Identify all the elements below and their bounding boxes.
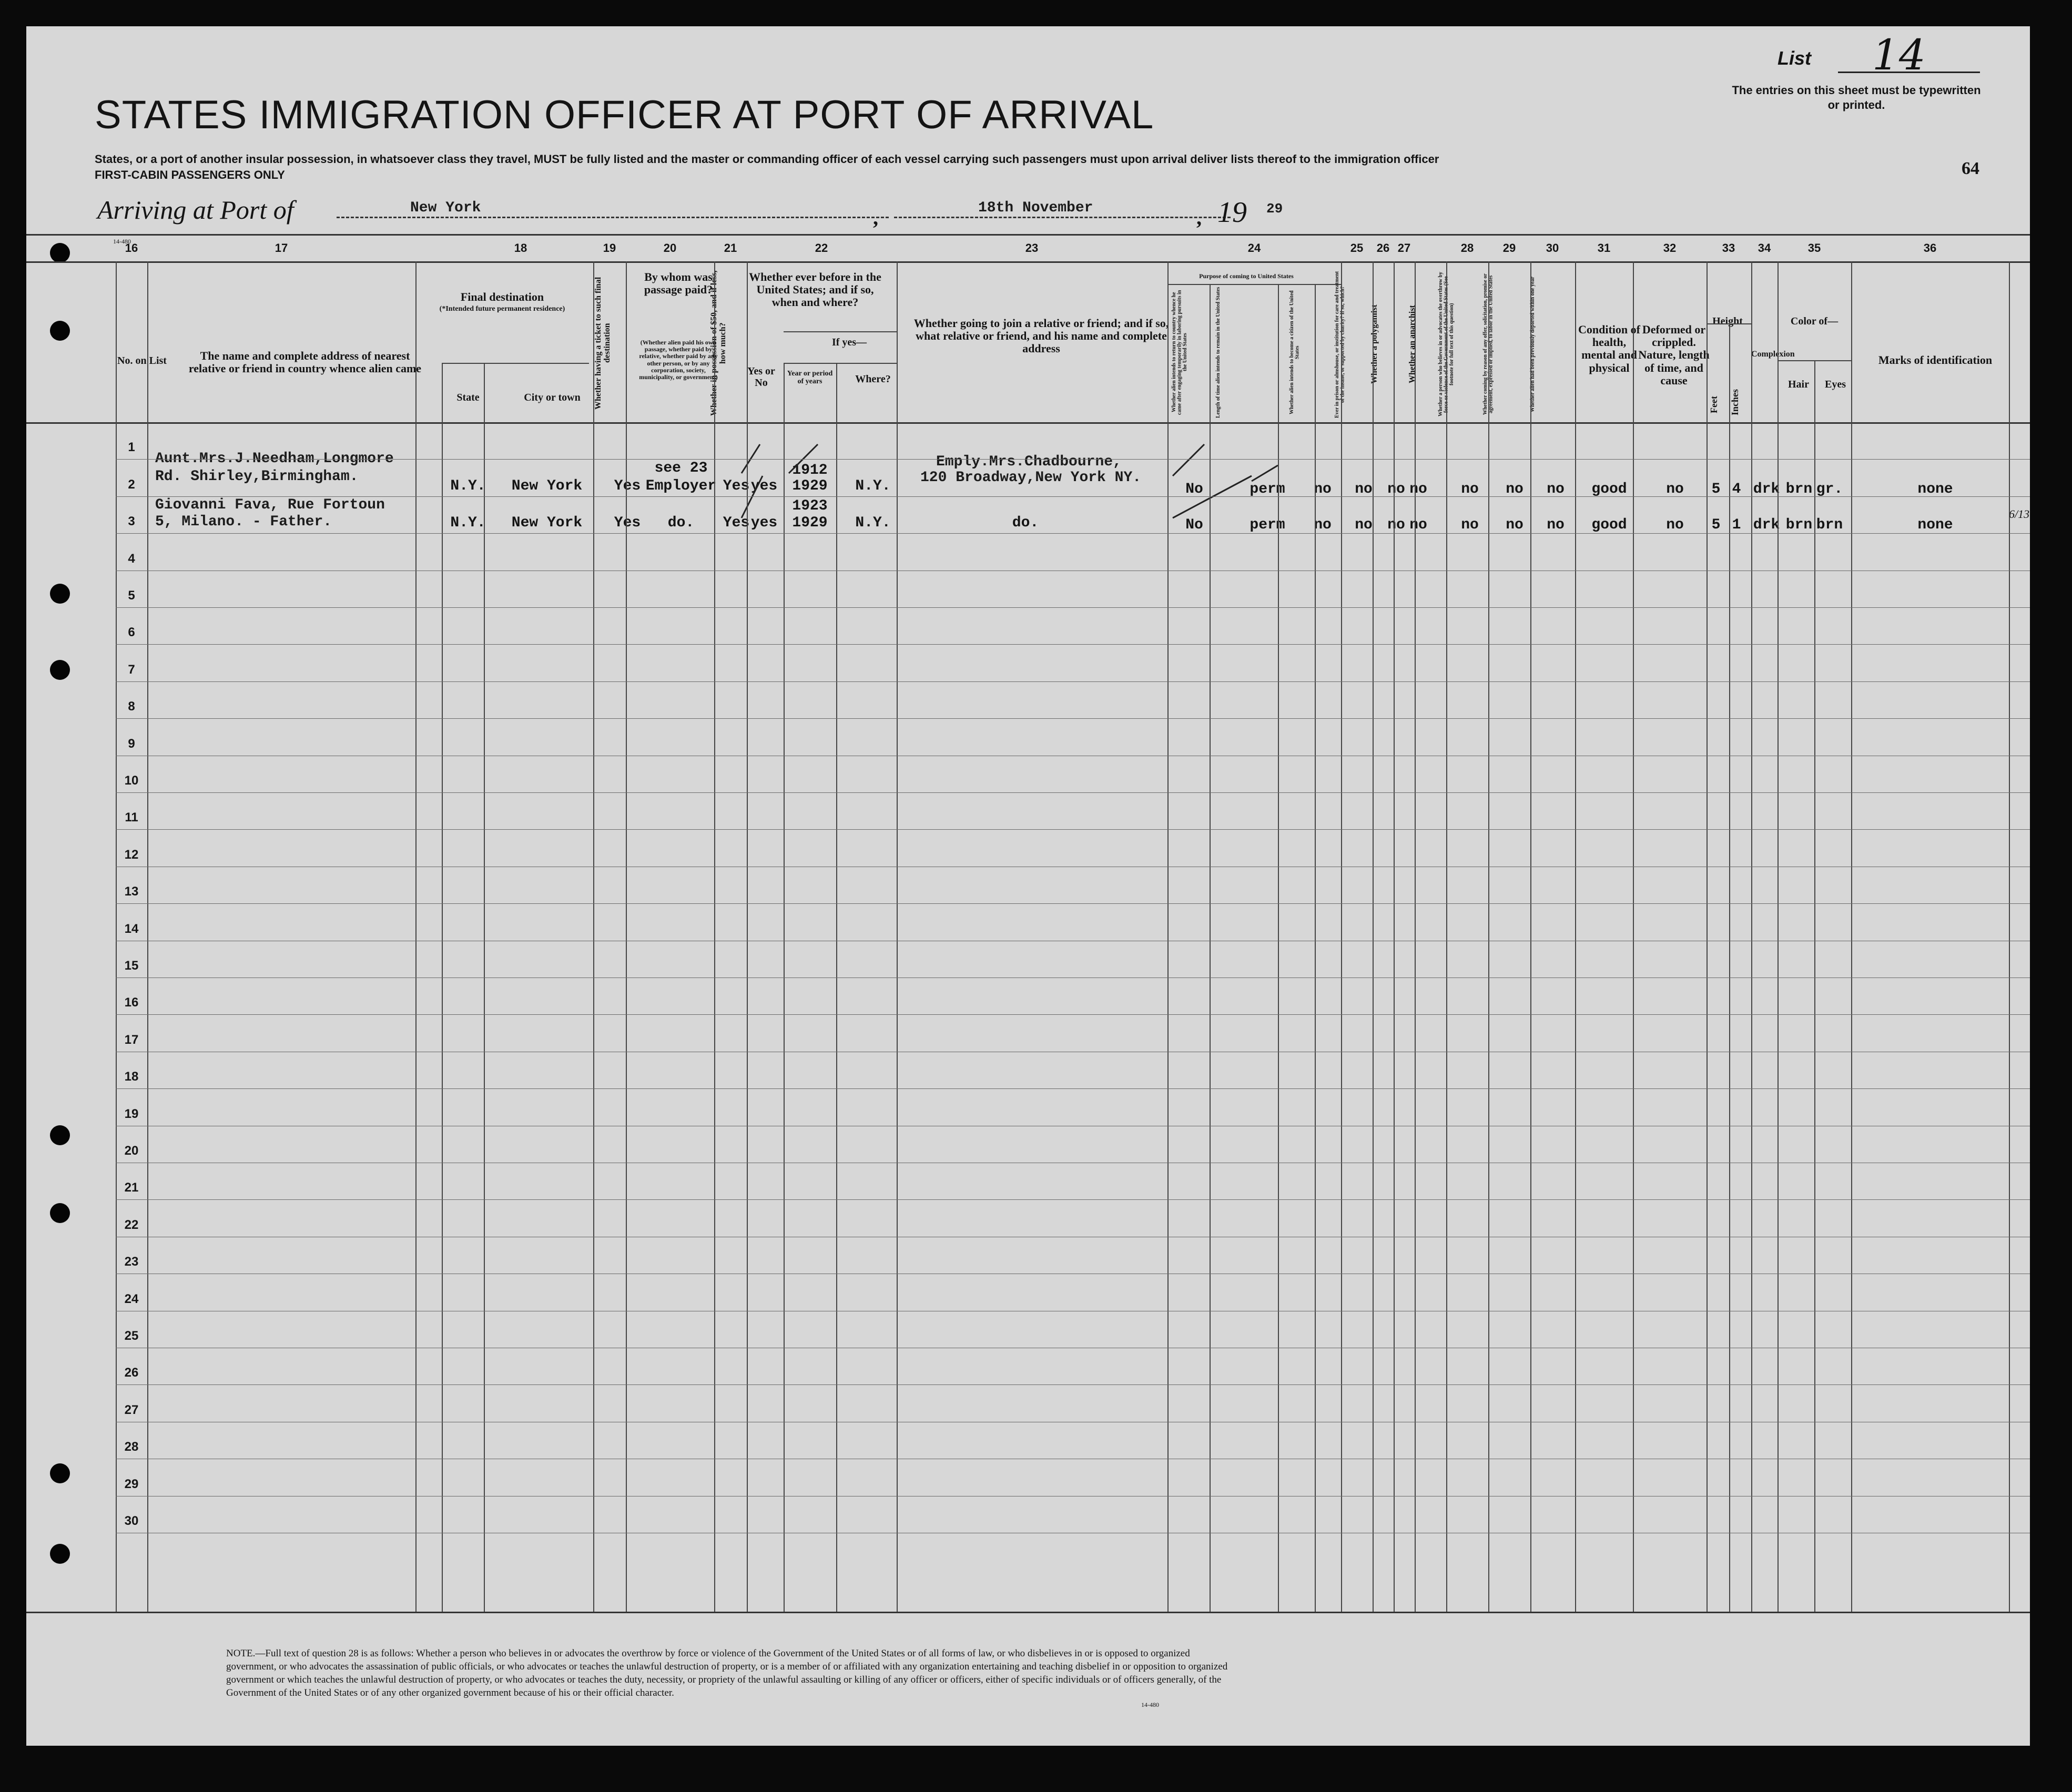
column-number: 18 bbox=[514, 241, 527, 254]
entry2-length: perm bbox=[1250, 517, 1285, 533]
column-number: 35 bbox=[1807, 241, 1821, 254]
column-divider bbox=[1751, 261, 1752, 1612]
year-suffix: 29 bbox=[1266, 201, 1283, 217]
column-divider bbox=[415, 261, 417, 1612]
entry2-return: No bbox=[1185, 517, 1203, 533]
row-rule bbox=[116, 459, 2030, 460]
entry2-inches: 1 bbox=[1732, 517, 1741, 533]
col28-header: Whether a person who believes in or advocates the overthrow by force or violence of the Government of the United States (See footnote for full text of this question) bbox=[1438, 272, 1455, 417]
column-number: 36 bbox=[1923, 241, 1937, 254]
col19-header: Whether having a ticket to such final destination bbox=[594, 277, 612, 410]
entry2-eyes: brn bbox=[1816, 517, 1843, 533]
entry2-deformed: no bbox=[1666, 517, 1684, 533]
row-number: 16 bbox=[124, 995, 139, 1010]
sheet-number: 64 bbox=[1962, 159, 1979, 178]
row-number: 20 bbox=[124, 1144, 139, 1158]
col22-yesno: Yes or No bbox=[747, 365, 775, 389]
column-divider bbox=[442, 363, 443, 1612]
entry1-polygamist: no bbox=[1387, 481, 1405, 497]
header-rule bbox=[442, 363, 589, 364]
entry2-offer: no bbox=[1506, 517, 1523, 533]
entry2-feet: 5 bbox=[1711, 517, 1721, 533]
subtitle: States, or a port of another insular possession, in whatsoever class they travel, MUST be fully listed and the master or commanding officer of each vessel carrying such passengers must upon arrival deliver lists thereof to the immigration officer bbox=[95, 152, 1439, 166]
column-divider bbox=[1315, 284, 1316, 1612]
form-code-top: 14-480 bbox=[113, 238, 131, 245]
col22-ifyes: If yes— bbox=[831, 337, 867, 348]
entry1-state: N.Y. bbox=[450, 478, 486, 494]
column-divider bbox=[1778, 261, 1779, 1612]
col18-city: City or town bbox=[524, 392, 581, 403]
row-rule bbox=[116, 903, 2030, 904]
entry1-citizen: no bbox=[1314, 481, 1332, 497]
col24b-header: Length of time alien intends to remain in the United States bbox=[1215, 287, 1221, 418]
column-number: 23 bbox=[1025, 241, 1039, 254]
col35-eyes: Eyes bbox=[1825, 379, 1846, 390]
column-divider bbox=[1707, 261, 1708, 1612]
entry2-complexion: drk bbox=[1753, 517, 1780, 533]
form-code-bottom: 14-480 bbox=[1141, 1701, 1159, 1708]
entry1-year-line2: 1929 bbox=[792, 478, 828, 494]
year-prefix: 19 bbox=[1217, 196, 1247, 229]
entry2-ticket: Yes bbox=[614, 515, 641, 531]
column-divider bbox=[747, 261, 748, 1612]
col33-feet: Feet bbox=[1709, 396, 1719, 414]
col21-header: Whether in possession of $50, and if less, how much? bbox=[709, 270, 727, 416]
entry1-inches: 4 bbox=[1732, 481, 1741, 497]
entry2-paid-line2: do. bbox=[667, 515, 695, 531]
column-number: 27 bbox=[1397, 241, 1411, 254]
row-number: 18 bbox=[124, 1070, 139, 1084]
column-divider bbox=[784, 363, 785, 1612]
col17-header: The name and complete address of nearest relative or friend in country whence alien came bbox=[188, 349, 422, 375]
col22-header: Whether ever before in the United States; and if so, when and where? bbox=[749, 270, 881, 309]
column-divider bbox=[1278, 284, 1279, 1612]
entry1-return: No bbox=[1185, 481, 1203, 497]
row-rule bbox=[116, 1014, 2030, 1015]
row-number: 10 bbox=[124, 773, 139, 788]
col32-header: Deformed or crippled. Nature, length of time, and cause bbox=[1638, 323, 1710, 387]
column-divider bbox=[714, 261, 715, 1612]
header-rule bbox=[1778, 360, 1851, 361]
column-divider bbox=[484, 363, 485, 1612]
col33-header: Height bbox=[1712, 315, 1743, 327]
port-value: New York bbox=[410, 200, 481, 216]
col23-header: Whether going to join a relative or friend; and if so, what relative or friend, and his name and complete address bbox=[913, 317, 1169, 355]
entry1-hair: brn bbox=[1785, 481, 1813, 497]
list-number: 14 bbox=[1872, 30, 1926, 79]
entry2-anarchist: no bbox=[1409, 517, 1427, 533]
manifest-sheet: List 14 The entries on this sheet must be typewritten or printed. STATES IMMIGRATION OFFICER AT PORT OF ARRIVAL States, or a port of another insular possession, in whatsoever class they travel, MUST be fully listed and the master or commanding officer of each vessel carrying such passengers must upon arrival deliver lists thereof to the immigration officer FIRST-CABIN PASSENGERS ONLY 64 Arriving at Port of New York , 18th November 19 , 29 14-480 No. on List The name and complete address of nearest relative or friend in country whence alien came Final destination (*Intended future permanent residence) State City or town Whether having a ticket to such final destination By whom was passage paid? (Whether alien paid his own passage, whether paid by relative, whether paid by any other person, or by any corporation, society, municipality, or government) Whether in possession of $50, and if less, how much? Whether ever before in the United States; and if so, when and where? If yes— Yes or No Year or period of years Where? Whether going to join a relative or friend; and if so, what relative or friend, and his name and complete address Purpose of coming to United States Whether alien intends to return to country whence he came after engaging temporarily in laboring pursuits in the United States Length of time alien intends to remain in the United States Whether alien intends to become a citizen of the United States Ever in prison or almshouse, or institution for care and treatment of the insane, or supported by charity? If so, which? Whether a polygamist Whether an anarchist Whether a person who believes in or advocates the overthrow by force or violence of the Government of the United States (See footnote for full text of this question) Whether coming by reason of any offer, solicitation, promise or agreement, expressed or implied, to labor in the United States Whether alien had been previously deported within one year Condition of health, mental and physical Deformed or crippled. Nature, length of time, and cause Height Feet Inches Complexion Color of— Hair Eyes Marks of identification Aunt.Mrs.J.Needham,Longmore Rd. Shirley,Birmingham. N.Y. New York Yes see 23 Employer Yes yes 1912 1929 N.Y. Emply.Mrs.Chadbourne, 120 Broadway,New York NY. No perm no no no no no no no good no 5 4 drk brn gr. none Giovanni Fava, Rue Fortoun 5, Milano. - Father. N.Y. New York Yes do. Yes yes 1923 1929 N.Y. do. No perm no no no no no no no good no 5 1 drk brn brn none 6/13 16 17 18 19 20 21 22 23 24 25 26 27 28 29 30 31 32 33 34 35 36 1 2 3 4 5 6 7 8 9 10 11 12 13 14 15 16 17 18 19 20 21 22 23 24 25 26 27 28 29 30 NOTE.—Full text of question 28 is as follows: Whether a person who believes in or advocates the overthrow by force or violence of the Government of the United States or of all forms of law, or who disbelieves in or is opposed to organized government, or who advocates the assassination of public officials, or who advocates or teaches the unlawful destruction of property, or is a member of or affiliated with any organization entertaining and teaching disbelief in or opposition to organized government or which teaches the unlawful destruction of property, or who advocates or teaches the duty, necessity, or propriety of the unlawful assaulting or killing of any officer or officers, either of specific individuals or of officers generally, of the Government of the United States or of any other organized government because of his or their official character. 14-480 bbox=[26, 26, 2030, 1746]
column-divider bbox=[897, 261, 898, 1612]
footnote: NOTE.—Full text of question 28 is as follows: Whether a person who believes in or advocates the overthrow by force or violence of the Government of the United States or of all forms of law, or who disbelieves in or is opposed to organized government, or who advocates the assassination of public officials, or who advocates or teaches the unlawful destruction of property, or is a member of or affiliated with any organization entertaining and teaching disbelief in or opposition to organized government or which teaches the unlawful destruction of property, or who advocates or teaches the duty, necessity, or propriety of the unlawful assaulting or killing of any officer or officers, either of specific individuals or of officers generally, of the Government of the United States or of any other organized government because of his or their official character. bbox=[226, 1648, 1228, 1699]
entry1-feet: 5 bbox=[1711, 481, 1721, 497]
entry2-health: good bbox=[1591, 517, 1627, 533]
entry1-anarchist: no bbox=[1409, 481, 1427, 497]
row-number: 21 bbox=[124, 1180, 139, 1195]
col25-header: Ever in prison or almshouse, or institution for care and treatment of the insane, or supported by charity? If so, which? bbox=[1334, 271, 1346, 418]
column-number: 32 bbox=[1663, 241, 1677, 254]
entry1-offer: no bbox=[1506, 481, 1523, 497]
column-divider bbox=[1729, 323, 1730, 1612]
entry2-hair: brn bbox=[1785, 517, 1813, 533]
entry2-polygamist: no bbox=[1387, 517, 1405, 533]
row-number: 14 bbox=[124, 921, 139, 936]
entry1-join-line2: 120 Broadway,New York NY. bbox=[920, 470, 1142, 486]
entry2-year-line2: 1929 bbox=[792, 515, 828, 531]
column-number: 30 bbox=[1546, 241, 1559, 254]
header-rule bbox=[1167, 284, 1341, 285]
row-number: 30 bbox=[124, 1514, 139, 1528]
row-number: 9 bbox=[128, 736, 135, 751]
row-number: 17 bbox=[124, 1032, 139, 1047]
row-number: 12 bbox=[124, 847, 139, 862]
entry1-prison: no bbox=[1355, 481, 1373, 497]
row-number: 25 bbox=[124, 1329, 139, 1343]
row-rule bbox=[116, 829, 2030, 830]
entry1-deformed: no bbox=[1666, 481, 1684, 497]
header-rule bbox=[1707, 323, 1751, 324]
entry1-eyes: gr. bbox=[1816, 481, 1843, 497]
column-number: 17 bbox=[275, 241, 288, 254]
column-divider bbox=[1394, 261, 1395, 1612]
entry2-before: yes bbox=[750, 515, 778, 531]
col35-header: Color of— bbox=[1790, 315, 1839, 327]
column-number: 21 bbox=[724, 241, 737, 254]
row-rule bbox=[116, 644, 2030, 645]
column-number: 20 bbox=[663, 241, 677, 254]
col31-header: Condition of health, mental and physical bbox=[1578, 323, 1640, 374]
column-divider bbox=[626, 261, 627, 1612]
column-divider bbox=[1341, 261, 1342, 1612]
col22-year: Year or period of years bbox=[787, 370, 833, 386]
col20-header: By whom was passage paid? bbox=[644, 270, 713, 297]
column-divider bbox=[1210, 284, 1211, 1612]
class-note: FIRST-CABIN PASSENGERS ONLY bbox=[95, 168, 285, 181]
col16-header: No. on List bbox=[117, 355, 167, 366]
entry1-complexion: drk bbox=[1753, 481, 1780, 497]
column-number: 33 bbox=[1722, 241, 1735, 254]
col35-hair: Hair bbox=[1788, 379, 1809, 390]
column-number: 26 bbox=[1376, 241, 1390, 254]
row-number: 7 bbox=[128, 662, 135, 677]
entry2-fifty: Yes bbox=[723, 515, 750, 531]
row-rule bbox=[116, 681, 2030, 682]
entry1-ticket: Yes bbox=[614, 478, 641, 494]
column-divider bbox=[1415, 261, 1416, 1612]
row-number: 22 bbox=[124, 1217, 139, 1232]
column-number: 34 bbox=[1758, 241, 1771, 254]
column-number: 25 bbox=[1350, 241, 1364, 254]
column-number: 24 bbox=[1247, 241, 1261, 254]
row-rule bbox=[116, 1088, 2030, 1089]
row-rule bbox=[116, 533, 2030, 534]
entry1-relative-line1: Aunt.Mrs.J.Needham,Longmore bbox=[155, 451, 394, 467]
row-number: 13 bbox=[124, 884, 139, 899]
check-stroke bbox=[1252, 465, 1278, 481]
header-rule bbox=[784, 363, 897, 364]
entry2-overthrow: no bbox=[1461, 517, 1479, 533]
col22-where: Where? bbox=[855, 373, 891, 385]
column-divider bbox=[836, 363, 837, 1612]
list-label: List bbox=[1778, 47, 1812, 69]
col36-header: Marks of identification bbox=[1878, 353, 1993, 366]
column-divider bbox=[1488, 261, 1489, 1612]
row-number: 28 bbox=[124, 1440, 139, 1454]
entry2-prison: no bbox=[1355, 517, 1373, 533]
arriving-label: Arriving at Port of bbox=[97, 195, 294, 225]
row-rule bbox=[116, 496, 2030, 497]
col29-header: Whether coming by reason of any offer, solicitation, promise or agreement, expressed or implied, to labor in the United States bbox=[1482, 273, 1494, 415]
row-number: 1 bbox=[128, 440, 135, 455]
entry2-where: N.Y. bbox=[855, 515, 891, 531]
column-number: 22 bbox=[815, 241, 828, 254]
row-number: 15 bbox=[124, 959, 139, 973]
row-rule bbox=[116, 1384, 2030, 1385]
row-number: 6 bbox=[128, 625, 135, 640]
row-number: 23 bbox=[124, 1255, 139, 1269]
entry1-before: yes bbox=[750, 478, 778, 494]
column-divider bbox=[1446, 261, 1447, 1612]
col26-header: Whether a polygamist bbox=[1370, 304, 1379, 384]
entry2-citizen: no bbox=[1314, 517, 1332, 533]
entry1-year-line1: 1912 bbox=[792, 462, 828, 478]
entry2-join-line2: do. bbox=[1012, 515, 1039, 531]
column-divider bbox=[1633, 261, 1634, 1612]
column-number: 19 bbox=[603, 241, 616, 254]
col27-header: Whether an anarchist bbox=[1408, 305, 1417, 384]
entry1-health: good bbox=[1591, 481, 1627, 497]
row-number: 3 bbox=[128, 514, 135, 529]
column-divider bbox=[593, 261, 594, 1612]
col34-header: Complexion bbox=[1751, 350, 1795, 359]
entry2-year-line1: 1923 bbox=[792, 498, 828, 514]
entry2-relative-line1: Giovanni Fava, Rue Fortoun bbox=[155, 497, 385, 513]
column-divider bbox=[1851, 261, 1852, 1612]
entry1-marks: none bbox=[1917, 481, 1953, 497]
col24a-header: Whether alien intends to return to country whence he came after engaging temporarily in laboring pursuits in the United States bbox=[1171, 290, 1188, 415]
entry1-deported: no bbox=[1547, 481, 1565, 497]
row-number: 11 bbox=[125, 810, 138, 825]
col30-header: Whether alien had been previously deported within one year bbox=[1530, 277, 1536, 412]
entry1-relative-line2: Rd. Shirley,Birmingham. bbox=[155, 469, 359, 485]
entry1-overthrow: no bbox=[1461, 481, 1479, 497]
row-number: 5 bbox=[128, 588, 135, 603]
entry1-length: perm bbox=[1250, 481, 1285, 497]
row-number: 29 bbox=[124, 1477, 139, 1491]
column-number: 16 bbox=[125, 241, 138, 254]
entry1-fifty: Yes bbox=[723, 478, 750, 494]
col18-state: State bbox=[456, 392, 480, 403]
row-number: 8 bbox=[128, 699, 135, 714]
column-divider bbox=[2009, 261, 2010, 1612]
column-number: 29 bbox=[1502, 241, 1516, 254]
page-title: STATES IMMIGRATION OFFICER AT PORT OF ARRIVAL bbox=[95, 93, 1154, 137]
entry1-where: N.Y. bbox=[855, 478, 891, 494]
row-number: 24 bbox=[124, 1291, 139, 1306]
entry1-join-line1: Emply.Mrs.Chadbourne, bbox=[936, 454, 1122, 470]
row-number: 4 bbox=[128, 551, 135, 566]
row-rule bbox=[116, 1199, 2030, 1200]
entry2-state: N.Y. bbox=[450, 515, 486, 531]
column-divider bbox=[1814, 360, 1815, 1612]
row-number: 27 bbox=[124, 1402, 139, 1417]
entry2-city: New York bbox=[511, 515, 583, 531]
col24-header: Purpose of coming to United States bbox=[1199, 272, 1294, 280]
col20-note: (Whether alien paid his own passage, whether paid by relative, whether paid by any other person, or by any corporation, society, municipality, or government) bbox=[639, 339, 718, 381]
row-number: 19 bbox=[124, 1106, 139, 1121]
col33-inches: Inches bbox=[1730, 389, 1740, 416]
column-divider bbox=[147, 261, 148, 1612]
column-divider bbox=[1575, 261, 1576, 1612]
header-rule bbox=[784, 331, 897, 332]
column-divider bbox=[1373, 261, 1374, 1612]
entry1-paid-line2: Employer bbox=[645, 478, 717, 494]
entry2-marks: none bbox=[1917, 517, 1953, 533]
manifest-table bbox=[26, 234, 2030, 1622]
col18-header: Final destination bbox=[460, 290, 544, 303]
entry2-relative-line2: 5, Milano. - Father. bbox=[155, 514, 332, 530]
row-rule bbox=[116, 792, 2030, 793]
column-divider bbox=[1167, 261, 1169, 1612]
row-number: 26 bbox=[124, 1366, 139, 1380]
check-stroke bbox=[1173, 444, 1204, 476]
col18-note: (*Intended future permanent residence) bbox=[439, 305, 565, 313]
column-number: 31 bbox=[1597, 241, 1611, 254]
col24c-header: Whether alien intends to become a citizen of the United States bbox=[1289, 290, 1301, 414]
entry1-paid-line1: see 23 bbox=[654, 460, 708, 476]
row-rule bbox=[116, 718, 2030, 719]
row-number: 2 bbox=[128, 477, 135, 492]
column-divider bbox=[1530, 261, 1531, 1612]
date-value: 18th November bbox=[978, 200, 1093, 216]
typewritten-instruction: The entries on this sheet must be typewritten or printed. bbox=[1732, 84, 1981, 111]
entry2-deported: no bbox=[1547, 517, 1565, 533]
margin-annotation: 6/13 bbox=[2009, 507, 2030, 521]
entry1-city: New York bbox=[511, 478, 583, 494]
row-rule bbox=[116, 607, 2030, 608]
column-number: 28 bbox=[1460, 241, 1474, 254]
